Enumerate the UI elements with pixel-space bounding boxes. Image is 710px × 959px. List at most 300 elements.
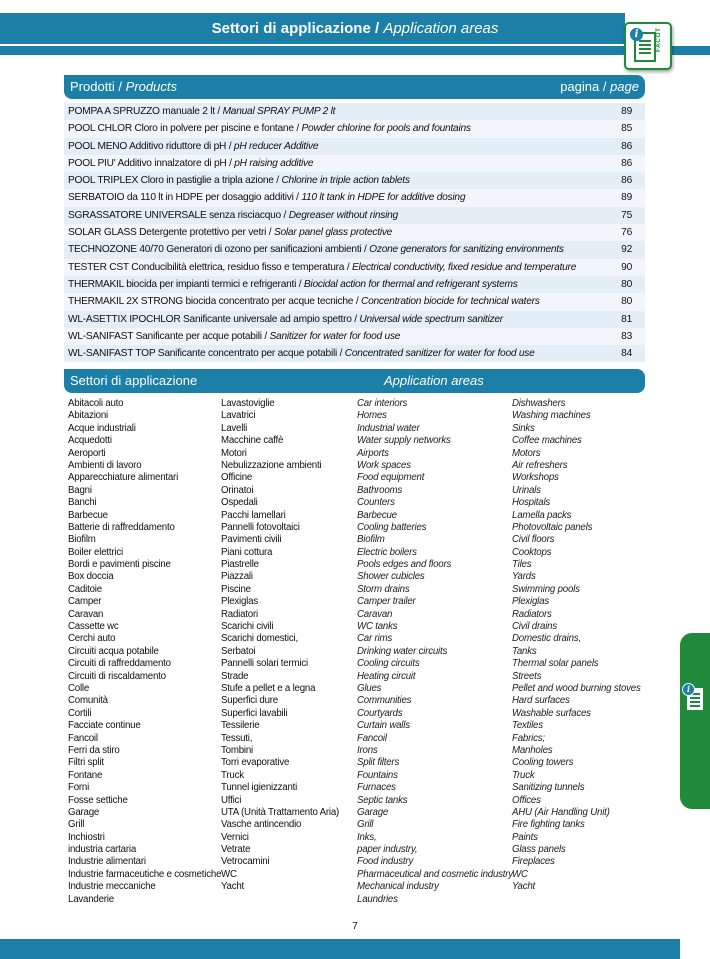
area-it-col2: Superfici dure xyxy=(221,695,278,707)
product-row xyxy=(64,172,645,189)
product-name-en: Biocidal action for thermal and refrigerant systems xyxy=(303,278,518,290)
product-name-it: POOL TRIPLEX Cloro in pastiglie a tripla azione xyxy=(68,175,274,187)
area-en-col2: Streets xyxy=(512,670,542,682)
area-it-col1: Cassette wc xyxy=(68,621,119,633)
area-en-col1: Fancoil xyxy=(357,732,387,744)
area-en-col1: Storm drains xyxy=(357,583,410,595)
areas-row xyxy=(64,894,645,906)
product-description: WL-SANIFAST Sanificante per acque potabili / Sanitizer for water for food use xyxy=(68,330,401,342)
page-column-header: pagina / page xyxy=(560,79,639,94)
area-en-col1: Work spaces xyxy=(357,459,411,471)
product-name-it: SERBATOIO da 110 lt in HDPE per dosaggio additivi xyxy=(68,192,294,204)
area-en-col1: Shower cubicles xyxy=(357,571,425,583)
area-en-col2: WC xyxy=(512,868,528,880)
area-en-col2: Textiles xyxy=(512,720,543,732)
areas-row xyxy=(64,398,645,410)
side-tab[interactable] xyxy=(680,633,710,809)
area-it-col1: Fancoil xyxy=(68,732,98,744)
areas-row xyxy=(64,795,645,807)
product-name-en: Chlorine in triple action tablets xyxy=(281,175,410,187)
area-it-col2: Scarichi domestici, xyxy=(221,633,298,645)
area-it-col2: Superfici lavabili xyxy=(221,707,288,719)
product-row xyxy=(64,138,645,155)
area-it-col1: Forni xyxy=(68,782,90,794)
area-it-col2: Ospedali xyxy=(221,497,258,509)
area-en-col1: Fountains xyxy=(357,769,398,781)
area-it-col2: Lavelli xyxy=(221,422,248,434)
area-it-col1: Industrie meccaniche xyxy=(68,881,156,893)
area-it-col1: Circuiti di riscaldamento xyxy=(68,670,166,682)
product-name-it: POOL CHLOR Cloro in polvere per piscine e fontane xyxy=(68,123,294,135)
area-it-col2: Uffici xyxy=(221,794,242,806)
areas-row xyxy=(64,695,645,707)
area-en-col2: Tanks xyxy=(512,645,537,657)
product-row xyxy=(64,276,645,293)
area-it-col2: UTA (Unità Trattamento Aria) xyxy=(221,806,340,818)
areas-row xyxy=(64,485,645,497)
product-page: 80 xyxy=(621,296,632,308)
product-name-it: WL-ASETTIX IPOCHLOR Sanificante universale ad ampio spettro xyxy=(68,313,352,325)
area-it-col2: Radiatori xyxy=(221,608,258,620)
product-description: SOLAR GLASS Detergente protettivo per vetri / Solar panel glass protective xyxy=(68,227,393,239)
area-it-col2: Vernici xyxy=(221,831,249,843)
product-page: 75 xyxy=(621,209,632,221)
product-name-en: Universal wide spectrum sanitizer xyxy=(359,313,503,325)
page-title-en: Application areas xyxy=(383,20,499,37)
area-en-col1: Food equipment xyxy=(357,472,425,484)
product-name-it: THERMAKIL 2X STRONG biocida concentrato per acque tecniche xyxy=(68,296,354,308)
area-en-col1: Grill xyxy=(357,819,374,831)
facot-logo xyxy=(624,22,672,70)
area-en-col2: Fireplaces xyxy=(512,856,555,868)
areas-row xyxy=(64,534,645,546)
area-it-col2: Stufe a pellet e a legna xyxy=(221,682,316,694)
area-it-col1: Camper xyxy=(68,596,102,608)
area-en-col2: Fire fighting tanks xyxy=(512,819,585,831)
area-it-col2: Tessilerie xyxy=(221,720,260,732)
area-it-col2: Pacchi lamellari xyxy=(221,509,286,521)
page-label-en: page xyxy=(610,79,639,94)
area-it-col2: Nebulizzazione ambienti xyxy=(221,459,322,471)
area-en-col1: Water supply networks xyxy=(357,435,451,447)
area-it-col2: Torri evaporative xyxy=(221,757,290,769)
area-en-col1: Car interiors xyxy=(357,398,408,409)
area-en-col2: Offices xyxy=(512,794,541,806)
areas-row xyxy=(64,683,645,695)
areas-row xyxy=(64,881,645,893)
product-page: 84 xyxy=(621,348,632,360)
areas-row xyxy=(64,807,645,819)
area-en-col2: AHU (Air Handling Unit) xyxy=(512,806,610,818)
area-en-col2: Truck xyxy=(512,769,535,781)
product-name-it: THERMAKIL biocida per impianti termici e refrigeranti xyxy=(68,278,297,290)
product-name-en: Degreaser without rinsing xyxy=(288,209,398,221)
area-it-col2: Plexiglas xyxy=(221,596,258,608)
area-it-col1: Garage xyxy=(68,806,100,818)
area-it-col1: Ambienti di lavoro xyxy=(68,459,142,471)
area-it-col1: Cortili xyxy=(68,707,92,719)
area-en-col2: Civil floors xyxy=(512,534,555,546)
area-it-col1: Circuiti acqua potabile xyxy=(68,645,159,657)
area-en-col2: Urinals xyxy=(512,484,541,496)
areas-row xyxy=(64,646,645,658)
area-it-col1: Inchiostri xyxy=(68,831,105,843)
area-en-col2: Plexiglas xyxy=(512,596,549,608)
area-it-col1: Box doccia xyxy=(68,571,114,583)
area-it-col2: Strade xyxy=(221,670,249,682)
area-en-col2: Air refreshers xyxy=(512,459,568,471)
area-it-col1: Boiler elettrici xyxy=(68,546,123,558)
area-it-col1: Biofilm xyxy=(68,534,96,546)
areas-row xyxy=(64,869,645,881)
page-number: 7 xyxy=(352,921,358,932)
area-en-col1: paper industry, xyxy=(357,844,418,856)
product-description: SERBATOIO da 110 lt in HDPE per dosaggio additivi / 110 lt tank in HDPE for additive dosing xyxy=(68,192,466,204)
area-en-col2: Radiators xyxy=(512,608,552,620)
product-name-en: Powder chlorine for pools and fountains xyxy=(301,123,471,135)
areas-row xyxy=(64,510,645,522)
area-en-col2: Fabrics; xyxy=(512,732,545,744)
area-en-col1: Pharmaceutical and cosmetic industry xyxy=(357,868,513,880)
area-it-col2: Tunnel igienizzanti xyxy=(221,782,298,794)
area-en-col2: Washing machines xyxy=(512,410,591,422)
area-it-col1: Facciate continue xyxy=(68,720,141,732)
product-page: 86 xyxy=(621,157,632,169)
area-it-col1: Industrie farmaceutiche e cosmetiche xyxy=(68,868,222,880)
product-page: 80 xyxy=(621,278,632,290)
product-name-it: SGRASSATORE UNIVERSALE senza risciacquo xyxy=(68,209,281,221)
area-it-col1: Caravan xyxy=(68,608,104,620)
product-row xyxy=(64,103,645,120)
area-it-col2: Vetrocamini xyxy=(221,856,270,868)
area-it-col1: Fosse settiche xyxy=(68,794,128,806)
product-row xyxy=(64,155,645,172)
area-it-col1: Colle xyxy=(68,682,90,694)
area-en-col1: Communities xyxy=(357,695,412,707)
product-name-it: TESTER CST Conducibilità elettrica, residuo fisso e temperatura xyxy=(68,261,345,273)
product-name-en: Sanitizer for water for food use xyxy=(269,330,401,342)
areas-row xyxy=(64,633,645,645)
product-page: 89 xyxy=(621,106,632,117)
area-en-col1: Pools edges and floors xyxy=(357,559,452,571)
areas-row xyxy=(64,435,645,447)
area-it-col2: Lavastoviglie xyxy=(221,398,275,409)
area-it-col2: Orinatoi xyxy=(221,484,254,496)
product-page: 76 xyxy=(621,227,632,239)
area-en-col1: Bathrooms xyxy=(357,484,403,496)
product-name-en: pH raising additive xyxy=(234,157,314,169)
areas-row xyxy=(64,609,645,621)
area-en-col2: Domestic drains, xyxy=(512,633,581,645)
areas-row xyxy=(64,770,645,782)
area-it-col1: Bordi e pavimenti piscine xyxy=(68,559,171,571)
area-it-col1: Circuiti di raffreddamento xyxy=(68,658,171,670)
area-it-col2: Serbatoi xyxy=(221,645,256,657)
area-it-col1: Apparecchiature alimentari xyxy=(68,472,179,484)
areas-row xyxy=(64,782,645,794)
area-it-col1: Caditoie xyxy=(68,583,102,595)
products-label-en: Products xyxy=(125,79,177,94)
product-name-en: Solar panel glass protective xyxy=(273,227,393,239)
areas-row xyxy=(64,708,645,720)
area-it-col1: Banchi xyxy=(68,497,97,509)
areas-row xyxy=(64,658,645,670)
areas-header xyxy=(64,369,645,393)
product-row xyxy=(64,224,645,241)
areas-row xyxy=(64,472,645,484)
product-name-it: SOLAR GLASS Detergente protettivo per vetri xyxy=(68,227,267,239)
areas-row xyxy=(64,757,645,769)
product-description: TESTER CST Conducibilità elettrica, residuo fisso e temperatura / Electrical conductivity, fixed residue and temperature xyxy=(68,261,577,273)
area-it-col1: Acquedotti xyxy=(68,435,112,447)
product-name-en: Manual SPRAY PUMP 2 lt xyxy=(222,106,336,117)
area-en-col2: Manholes xyxy=(512,744,553,756)
area-en-col1: Industrial water xyxy=(357,422,420,434)
area-en-col1: WC tanks xyxy=(357,621,398,633)
area-en-col1: Biofilm xyxy=(357,534,385,546)
areas-row xyxy=(64,497,645,509)
area-it-col1: Abitacoli auto xyxy=(68,398,124,409)
areas-row xyxy=(64,448,645,460)
product-description: POOL MENO Additivo riduttore di pH / pH reducer Additive xyxy=(68,140,319,152)
area-en-col2: Hard surfaces xyxy=(512,695,570,707)
area-it-col1: Fontane xyxy=(68,769,103,781)
area-it-col2: Macchine caffè xyxy=(221,435,284,447)
area-en-col2: Coffee machines xyxy=(512,435,582,447)
product-name-en: 110 lt tank in HDPE for additive dosing xyxy=(301,192,466,204)
product-description: WL-SANIFAST TOP Sanificante concentrato per acque potabili / Concentrated sanitizer for water for food use xyxy=(68,348,535,360)
page-title-it: Settori di applicazione xyxy=(211,20,371,37)
area-it-col2: Piastrelle xyxy=(221,559,259,571)
area-en-col2: Yards xyxy=(512,571,536,583)
header-stripe xyxy=(0,44,710,55)
area-en-col1: Electric boilers xyxy=(357,546,417,558)
area-en-col2: Sanitizing tunnels xyxy=(512,782,585,794)
area-it-col1: Bagni xyxy=(68,484,92,496)
area-en-col1: Irons xyxy=(357,744,378,756)
product-name-it: TECHNOZONE 40/70 Generatori di ozono per sanificazioni ambienti xyxy=(68,244,362,256)
area-en-col1: Cooling batteries xyxy=(357,521,427,533)
area-it-col1: industria cartaria xyxy=(68,844,137,856)
area-it-col1: Filtri split xyxy=(68,757,104,769)
area-it-col1: Comunità xyxy=(68,695,108,707)
products-header xyxy=(64,75,645,99)
product-name-it: POOL PIU' Additivo innalzatore di pH xyxy=(68,157,227,169)
area-en-col1: Camper trailer xyxy=(357,596,416,608)
area-en-col1: Split filters xyxy=(357,757,400,769)
area-en-col2: Washable surfaces xyxy=(512,707,591,719)
areas-row xyxy=(64,671,645,683)
footer-bar xyxy=(0,939,680,959)
product-page: 92 xyxy=(621,244,632,256)
product-page: 90 xyxy=(621,261,632,273)
product-page: 83 xyxy=(621,330,632,342)
area-it-col2: Piani cottura xyxy=(221,546,273,558)
product-row xyxy=(64,345,645,362)
area-en-col1: Septic tanks xyxy=(357,794,408,806)
product-row xyxy=(64,328,645,345)
area-en-col2: Hospitals xyxy=(512,497,551,509)
area-it-col2: Pannelli solari termici xyxy=(221,658,308,670)
page-label-it: pagina xyxy=(560,79,600,94)
logo-text: FACOT xyxy=(655,27,662,52)
area-it-col1: Acque industriali xyxy=(68,422,136,434)
area-en-col2: Glass panels xyxy=(512,844,566,856)
area-en-col2: Cooling towers xyxy=(512,757,574,769)
area-en-col1: Caravan xyxy=(357,608,393,620)
areas-row xyxy=(64,819,645,831)
area-en-col2: Photovoltaic panels xyxy=(512,521,593,533)
areas-row xyxy=(64,559,645,571)
areas-row xyxy=(64,832,645,844)
area-en-col2: Civil drains xyxy=(512,621,557,633)
area-en-col1: Inks, xyxy=(357,831,377,843)
area-en-col1: Homes xyxy=(357,410,387,422)
areas-row xyxy=(64,460,645,472)
area-it-col1: Lavanderie xyxy=(68,893,114,905)
area-it-col2: Vasche antincendio xyxy=(221,819,302,831)
area-it-col1: Barbecue xyxy=(68,509,108,521)
product-row xyxy=(64,293,645,310)
product-description: WL-ASETTIX IPOCHLOR Sanificante universale ad ampio spettro / Universal wide spectrum sanitizer xyxy=(68,313,503,325)
area-it-col2: Piazzali xyxy=(221,571,253,583)
area-it-col2: Scarichi civili xyxy=(221,621,274,633)
product-row xyxy=(64,189,645,206)
area-it-col2: Vetrate xyxy=(221,844,251,856)
area-en-col1: Garage xyxy=(357,806,389,818)
areas-row xyxy=(64,571,645,583)
product-name-it: POOL MENO Additivo riduttore di pH xyxy=(68,140,227,152)
area-en-col2: Paints xyxy=(512,831,538,843)
product-name-en: pH reducer Additive xyxy=(233,140,319,152)
area-en-col2: Cooktops xyxy=(512,546,552,558)
area-it-col2: Piscine xyxy=(221,583,251,595)
area-it-col1: Grill xyxy=(68,819,85,831)
product-row xyxy=(64,259,645,276)
areas-table xyxy=(64,398,645,910)
info-icon: i xyxy=(630,28,643,41)
areas-row xyxy=(64,547,645,559)
area-it-col2: WC xyxy=(221,868,237,880)
area-en-col1: Courtyards xyxy=(357,707,403,719)
areas-row xyxy=(64,423,645,435)
product-page: 86 xyxy=(621,175,632,187)
product-description: POMPA A SPRUZZO manuale 2 lt / Manual SPRAY PUMP 2 lt xyxy=(68,106,336,117)
products-label-it: Prodotti xyxy=(70,79,115,94)
areas-row xyxy=(64,733,645,745)
area-it-col2: Pannelli fotovoltaici xyxy=(221,521,300,533)
area-en-col2: Pellet and wood burning stoves xyxy=(512,682,641,694)
area-it-col2: Tessuti, xyxy=(221,732,253,744)
areas-row xyxy=(64,522,645,534)
product-name-it: WL-SANIFAST Sanificante per acque potabili xyxy=(68,330,262,342)
areas-row xyxy=(64,621,645,633)
area-en-col2: Dishwashers xyxy=(512,398,566,409)
area-en-col1: Glues xyxy=(357,682,382,694)
products-table xyxy=(64,103,645,362)
product-description: THERMAKIL biocida per impianti termici e refrigeranti / Biocidal action for thermal and refrigerant systems xyxy=(68,278,518,290)
side-info-icon: i xyxy=(682,683,695,696)
area-en-col1: Curtain walls xyxy=(357,720,410,732)
areas-row xyxy=(64,856,645,868)
areas-row xyxy=(64,584,645,596)
title-separator: / xyxy=(370,20,384,37)
area-it-col2: Motori xyxy=(221,447,247,459)
product-name-en: Ozone generators for sanitizing environments xyxy=(369,244,564,256)
areas-row xyxy=(64,844,645,856)
area-en-col1: Airports xyxy=(357,447,389,459)
area-en-col1: Drinking water circuits xyxy=(357,645,448,657)
area-it-col1: Abitazioni xyxy=(68,410,109,422)
product-row xyxy=(64,207,645,224)
area-en-col2: Lamella packs xyxy=(512,509,572,521)
areas-header-it: Settori di applicazione xyxy=(70,373,198,388)
areas-row xyxy=(64,720,645,732)
area-it-col2: Lavatrici xyxy=(221,410,256,422)
areas-row xyxy=(64,596,645,608)
area-en-col2: Swimming pools xyxy=(512,583,580,595)
page-title xyxy=(0,13,710,44)
area-it-col2: Yacht xyxy=(221,881,245,893)
area-it-col2: Pavimenti civili xyxy=(221,534,282,546)
area-en-col2: Thermal solar panels xyxy=(512,658,599,670)
product-description: POOL CHLOR Cloro in polvere per piscine e fontane / Powder chlorine for pools and fountains xyxy=(68,123,471,135)
area-it-col2: Officine xyxy=(221,472,253,484)
area-en-col1: Heating circuit xyxy=(357,670,416,682)
area-en-col1: Food industry xyxy=(357,856,414,868)
products-header-left: Prodotti / Products xyxy=(70,79,177,94)
product-page: 86 xyxy=(621,140,632,152)
area-it-col1: Batterie di raffreddamento xyxy=(68,521,175,533)
product-page: 89 xyxy=(621,192,632,204)
area-it-col2: Tombini xyxy=(221,744,253,756)
product-description: TECHNOZONE 40/70 Generatori di ozono per sanificazioni ambienti / Ozone generators for sanitizing environments xyxy=(68,244,564,256)
product-name-en: Concentrated sanitizer for water for food use xyxy=(344,348,535,360)
area-en-col1: Car rims xyxy=(357,633,392,645)
product-row xyxy=(64,311,645,328)
area-it-col1: Aeroporti xyxy=(68,447,106,459)
area-en-col1: Mechanical industry xyxy=(357,881,439,893)
areas-header-en: Application areas xyxy=(384,373,484,388)
area-en-col1: Barbecue xyxy=(357,509,397,521)
area-it-col1: Industrie alimentari xyxy=(68,856,146,868)
area-it-col1: Cerchi auto xyxy=(68,633,116,645)
product-description: THERMAKIL 2X STRONG biocida concentrato per acque tecniche / Concentration biocide for technical waters xyxy=(68,296,540,308)
product-description: SGRASSATORE UNIVERSALE senza risciacquo / Degreaser without rinsing xyxy=(68,209,398,221)
area-en-col1: Cooling circuits xyxy=(357,658,420,670)
area-en-col2: Yacht xyxy=(512,881,536,893)
areas-row xyxy=(64,410,645,422)
area-en-col1: Furnaces xyxy=(357,782,396,794)
product-name-en: Concentration biocide for technical waters xyxy=(360,296,540,308)
area-en-col2: Workshops xyxy=(512,472,559,484)
product-description: POOL PIU' Additivo innalzatore di pH / pH raising additive xyxy=(68,157,314,169)
area-en-col1: Laundries xyxy=(357,893,398,905)
area-en-col2: Sinks xyxy=(512,422,535,434)
area-en-col2: Tiles xyxy=(512,559,532,571)
product-name-en: Electrical conductivity, fixed residue and temperature xyxy=(351,261,577,273)
area-it-col2: Truck xyxy=(221,769,244,781)
product-row xyxy=(64,241,645,258)
product-description: POOL TRIPLEX Cloro in pastiglie a tripla azione / Chlorine in triple action tablets xyxy=(68,175,410,187)
area-it-col1: Ferri da stiro xyxy=(68,744,120,756)
areas-row xyxy=(64,745,645,757)
product-page: 81 xyxy=(621,313,632,325)
product-name-it: POMPA A SPRUZZO manuale 2 lt xyxy=(68,106,215,117)
product-page: 85 xyxy=(621,123,632,135)
product-name-it: WL-SANIFAST TOP Sanificante concentrato per acque potabili xyxy=(68,348,338,360)
area-en-col2: Motors xyxy=(512,447,541,459)
